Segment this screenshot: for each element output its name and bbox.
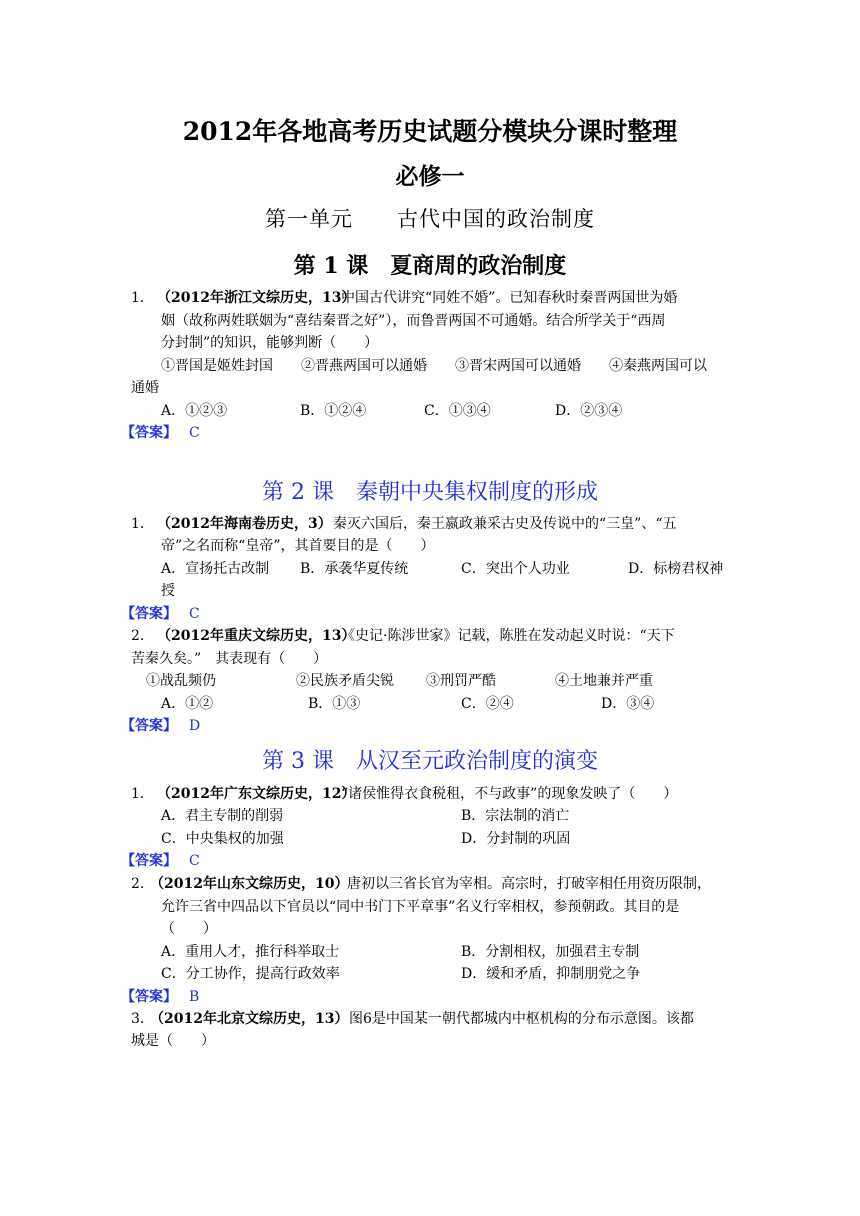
option-d: D．缓和矛盾，抑制朋党之争: [461, 966, 641, 982]
answer-value: B: [189, 989, 200, 1005]
answer-label: 【答案】: [121, 853, 177, 869]
question-source: （2012年海南卷历史，3）: [157, 516, 332, 532]
option-a: A．①②③: [161, 403, 228, 419]
item-2: ②民族矛盾尖锐: [296, 673, 394, 689]
option-b: B．分割相权，加强君主专制: [461, 944, 640, 960]
document-subtitle: 必修一: [395, 163, 465, 190]
question-source: （2012年北京文综历史，13）: [150, 1011, 349, 1027]
question-source: （2012年广东文综历史，12）: [157, 786, 356, 802]
question-number: 1．: [131, 516, 154, 532]
option-d: D．分封制的巩固: [461, 831, 571, 847]
question-text: 唐初以三省长官为宰相。高宗时，打破宰相任用资历限制，: [347, 876, 711, 892]
question-text: 通婚: [131, 380, 159, 396]
option-a: A．①②: [161, 696, 214, 712]
question-number: 2．: [131, 628, 154, 644]
question-text: ①晋国是姬姓封国 ②晋燕两国可以通婚 ③晋宋两国可以通婚 ④秦燕两国可以: [161, 358, 707, 374]
answer-value: C: [189, 606, 200, 622]
option-a: A．君主专制的削弱: [161, 808, 284, 824]
lesson1-heading: 第 1 课 夏商周的政治制度: [293, 253, 567, 279]
question-source: （2012年浙江文综历史，13）: [157, 290, 356, 306]
question-source: （2012年重庆文综历史，13）: [157, 628, 356, 644]
item-1: ①战乱频仍: [146, 673, 216, 689]
question-text: 分封制”的知识，能够判断（ ）: [161, 335, 379, 351]
question-number: 1．: [131, 290, 154, 306]
option-b: B．①②④: [300, 403, 367, 419]
lesson3-heading: 第 3 课 从汉至元政治制度的演变: [262, 749, 598, 774]
question-number: 2．: [131, 876, 154, 892]
answer-value: D: [189, 718, 201, 734]
option-c: C．突出个人功业: [461, 561, 570, 577]
question-text: 秦灭六国后，秦王嬴政兼采古史及传说中的“三皇”、“五: [333, 516, 677, 532]
option-b: B．①③: [308, 696, 361, 712]
question-text: 苦秦久矣。” 其表现有（ ）: [131, 651, 328, 667]
item-3: ③刑罚严酷: [426, 673, 496, 689]
item-4: ④土地兼并严重: [555, 673, 653, 689]
option-a: A．重用人才，推行科举取士: [161, 944, 340, 960]
option-c: C．分工协作，提高行政效率: [161, 966, 340, 982]
option-a: A．宣扬托古改制: [161, 561, 270, 577]
document-title: 2012年各地高考历史试题分模块分课时整理: [182, 117, 678, 146]
question-text: 城是（ ）: [131, 1033, 215, 1049]
question-text: 姻（故称两姓联姻为“喜结秦晋之好”），而鲁晋两国不可通婚。结合所学关于“西周: [161, 313, 666, 329]
unit-heading: 第一单元 古代中国的政治制度: [265, 207, 595, 231]
lesson2-heading: 第 2 课 秦朝中央集权制度的形成: [262, 480, 598, 505]
question-text: 允许三省中四品以下官员以“同中书门下平章事”名义行宰相权，参预朝政。其目的是: [161, 899, 680, 915]
question-text: 《史记·陈涉世家》记载，陈胜在发动起义时说：“天下: [341, 628, 675, 644]
question-number: 1．: [131, 786, 154, 802]
question-text: 中国古代讲究“同姓不婚”。已知春秋时秦晋两国世为婚: [341, 290, 678, 306]
question-text: （ ）: [161, 921, 217, 937]
answer-label: 【答案】: [121, 606, 177, 622]
option-b: B．承袭华夏传统: [300, 561, 409, 577]
answer-label: 【答案】: [121, 989, 177, 1005]
answer-label: 【答案】: [121, 718, 177, 734]
question-number: 3．: [131, 1011, 154, 1027]
answer-value: C: [189, 425, 200, 441]
option-d: D．②③④: [555, 403, 623, 419]
option-c: C．②④: [461, 696, 514, 712]
question-source: （2012年山东文综历史，10）: [150, 876, 349, 892]
option-d-continued: 授: [161, 583, 175, 599]
question-text: “诸侯惟得衣食税租，不与政事”的现象发映了（ ）: [341, 786, 678, 802]
option-c: C．①③④: [424, 403, 491, 419]
question-text: 帝”之名而称“皇帝”，其首要目的是（ ）: [161, 538, 435, 554]
option-d: D．标榜君权神: [628, 561, 724, 577]
question-text: 图6是中国某一朝代都城内中枢机构的分布示意图。该都: [349, 1011, 694, 1027]
option-b: B．宗法制的消亡: [461, 808, 570, 824]
answer-value: C: [189, 853, 200, 869]
option-d: D．③④: [601, 696, 655, 712]
option-c: C．中央集权的加强: [161, 831, 284, 847]
answer-label: 【答案】: [121, 425, 177, 441]
